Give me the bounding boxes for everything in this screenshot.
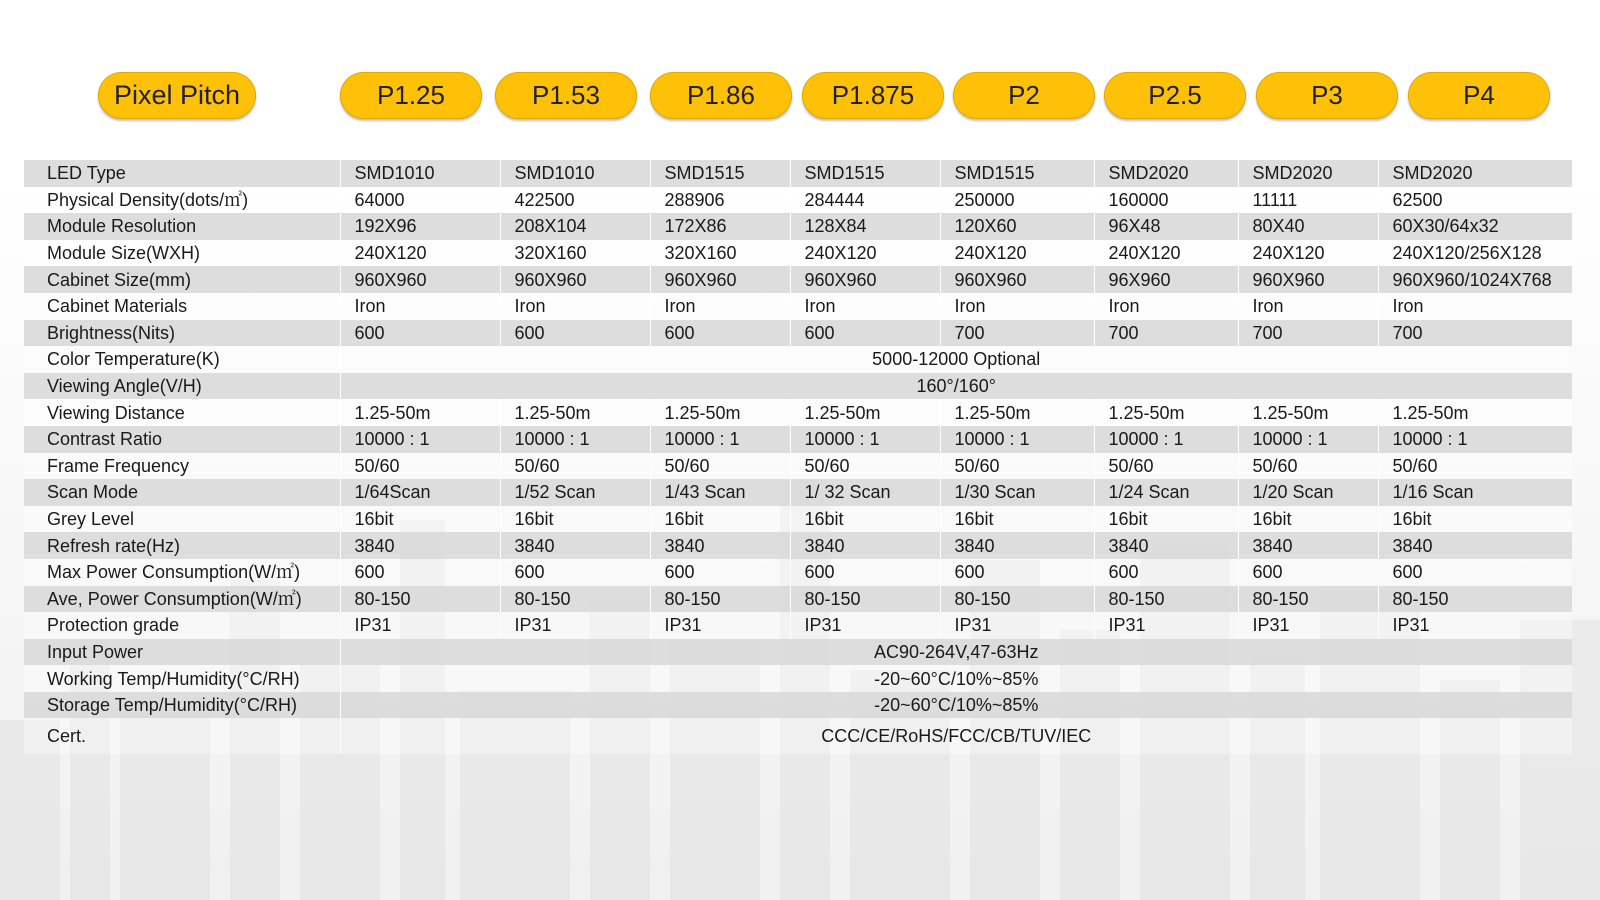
spec-cell: 1/20 Scan [1238,479,1378,506]
spec-cell: 60X30/64x32 [1378,213,1572,240]
spec-cell: 16bit [1094,506,1238,533]
spec-cell: 960X960 [500,266,650,293]
spec-cell: 600 [940,559,1094,586]
spec-cell: 1/43 Scan [650,479,790,506]
spec-cell: 422500 [500,187,650,214]
spec-cell: 600 [650,320,790,347]
spec-cell: 16bit [340,506,500,533]
spec-row [24,665,1572,692]
spec-cell: 960X960 [790,266,940,293]
spec-cell: 3840 [1238,532,1378,559]
spec-row [24,453,1572,480]
model-pill-p1-86[interactable]: P1.86 [650,72,792,119]
spec-cell: 240X120 [1238,240,1378,267]
spec-cell: 10000 : 1 [1378,426,1572,453]
spec-cell: 1.25-50m [1238,399,1378,426]
spec-cell: 50/60 [940,453,1094,480]
spec-row [24,639,1572,666]
spec-cell: Iron [790,293,940,320]
spec-cell: IP31 [790,612,940,639]
spec-cell: 320X160 [500,240,650,267]
spec-cell: 128X84 [790,213,940,240]
model-pill-p1-875[interactable]: P1.875 [802,72,944,119]
spec-row [24,612,1572,639]
spec-cell: 96X48 [1094,213,1238,240]
spec-cell: 240X120 [940,240,1094,267]
spec-cell: Iron [340,293,500,320]
spec-cell: 288906 [650,187,790,214]
spec-param-label: Viewing Angle(V/H) [24,373,340,400]
spec-cell: 700 [940,320,1094,347]
spec-cell: 1/24 Scan [1094,479,1238,506]
spec-cell: 10000 : 1 [940,426,1094,453]
spec-cell: 240X120 [340,240,500,267]
spec-cell: 600 [650,559,790,586]
spec-cell: 1.25-50m [340,399,500,426]
spec-cell: 50/60 [340,453,500,480]
spec-row [24,586,1572,613]
model-pill-p3[interactable]: P3 [1256,72,1398,119]
spec-cell: 96X960 [1094,266,1238,293]
spec-cell: 1.25-50m [940,399,1094,426]
spec-cell: 960X960/1024X768 [1378,266,1572,293]
spec-cell: 16bit [790,506,940,533]
spec-cell: 50/60 [650,453,790,480]
spec-cell: IP31 [1238,612,1378,639]
spec-cell: 11111 [1238,187,1378,214]
spec-param-label: Color Temperature(K) [24,346,340,373]
spec-cell: Iron [1238,293,1378,320]
spec-cell: 64000 [340,187,500,214]
spec-cell: IP31 [650,612,790,639]
spec-cell: SMD1010 [340,160,500,187]
spec-cell: 700 [1378,320,1572,347]
spec-cell: IP31 [340,612,500,639]
spec-cell: 10000 : 1 [340,426,500,453]
spec-cell: 192X96 [340,213,500,240]
spec-cell: 600 [500,320,650,347]
spec-cell: 80-150 [1094,586,1238,613]
spec-cell: 3840 [1094,532,1238,559]
spec-cell: 600 [340,320,500,347]
spec-row [24,506,1572,533]
spec-param-label: Module Resolution [24,213,340,240]
spec-cell: 50/60 [1238,453,1378,480]
spec-row [24,240,1572,267]
spec-row [24,718,1572,754]
spec-cell: 1/52 Scan [500,479,650,506]
spec-param-label: Storage Temp/Humidity(°C/RH) [24,692,340,719]
spec-cell: 80-150 [500,586,650,613]
spec-param-label: Cert. [24,718,340,754]
spec-cell: IP31 [940,612,1094,639]
model-pill-p1-53[interactable]: P1.53 [495,72,637,119]
spec-cell: IP31 [1378,612,1572,639]
spec-shared-value: 160°/160° [340,373,1572,400]
spec-param-label: Protection grade [24,612,340,639]
spec-cell: 1.25-50m [790,399,940,426]
spec-cell: SMD1010 [500,160,650,187]
spec-cell: 3840 [1378,532,1572,559]
spec-cell: 600 [500,559,650,586]
spec-cell: 10000 : 1 [500,426,650,453]
spec-cell: 120X60 [940,213,1094,240]
spec-row [24,559,1572,586]
spec-cell: IP31 [500,612,650,639]
spec-cell: 16bit [1378,506,1572,533]
spec-row [24,213,1572,240]
spec-cell: SMD1515 [940,160,1094,187]
spec-row [24,426,1572,453]
spec-cell: 16bit [940,506,1094,533]
spec-row [24,293,1572,320]
spec-cell: 1/64Scan [340,479,500,506]
spec-cell: 3840 [650,532,790,559]
spec-cell: 80-150 [1378,586,1572,613]
spec-cell: Iron [1378,293,1572,320]
spec-shared-value: -20~60°C/10%~85% [340,665,1572,692]
spec-cell: 172X86 [650,213,790,240]
spec-cell: Iron [940,293,1094,320]
spec-param-label: Working Temp/Humidity(°C/RH) [24,665,340,692]
spec-cell: 80-150 [940,586,1094,613]
spec-cell: 16bit [500,506,650,533]
spec-param-label: Ave, Power Consumption(W/㎡) [24,586,340,613]
spec-cell: Iron [500,293,650,320]
spec-cell: SMD1515 [650,160,790,187]
spec-cell: 50/60 [790,453,940,480]
spec-param-label: Max Power Consumption(W/㎡) [24,559,340,586]
spec-cell: 80-150 [790,586,940,613]
spec-table [24,160,1572,754]
spec-param-label: Module Size(WXH) [24,240,340,267]
spec-param-label: Cabinet Size(mm) [24,266,340,293]
spec-row [24,373,1572,400]
spec-cell: 284444 [790,187,940,214]
spec-cell: 1.25-50m [1094,399,1238,426]
model-pill-p1-25[interactable]: P1.25 [340,72,482,119]
spec-shared-value: CCC/CE/RoHS/FCC/CB/TUV/IEC [340,718,1572,754]
spec-cell: 3840 [500,532,650,559]
spec-row [24,320,1572,347]
spec-cell: 80X40 [1238,213,1378,240]
spec-cell: 1.25-50m [650,399,790,426]
spec-cell: 10000 : 1 [650,426,790,453]
pixel-pitch-header [0,0,1600,130]
spec-cell: 10000 : 1 [1238,426,1378,453]
model-pill-p2-5[interactable]: P2.5 [1104,72,1246,119]
spec-param-label: Cabinet Materials [24,293,340,320]
spec-row [24,399,1572,426]
spec-shared-value: 5000-12000 Optional [340,346,1572,373]
pixel-pitch-label: Pixel Pitch [98,72,256,119]
spec-param-label: Refresh rate(Hz) [24,532,340,559]
spec-row [24,187,1572,214]
spec-cell: 1/30 Scan [940,479,1094,506]
spec-param-label: Brightness(Nits) [24,320,340,347]
spec-cell: 80-150 [650,586,790,613]
spec-cell: 3840 [340,532,500,559]
spec-cell: 240X120/256X128 [1378,240,1572,267]
spec-row [24,532,1572,559]
spec-cell: Iron [1094,293,1238,320]
spec-shared-value: -20~60°C/10%~85% [340,692,1572,719]
spec-cell: 50/60 [500,453,650,480]
spec-cell: 960X960 [940,266,1094,293]
spec-cell: 50/60 [1094,453,1238,480]
spec-cell: 80-150 [340,586,500,613]
spec-param-label: Scan Mode [24,479,340,506]
spec-cell: 600 [340,559,500,586]
spec-row [24,479,1572,506]
spec-param-label: Grey Level [24,506,340,533]
spec-cell: 1.25-50m [500,399,650,426]
spec-cell: SMD2020 [1238,160,1378,187]
spec-cell: 700 [1238,320,1378,347]
spec-cell: 960X960 [1238,266,1378,293]
spec-row [24,160,1572,187]
spec-cell: 320X160 [650,240,790,267]
spec-cell: 208X104 [500,213,650,240]
spec-cell: 240X120 [1094,240,1238,267]
spec-cell: SMD2020 [1094,160,1238,187]
spec-row [24,692,1572,719]
spec-param-label: Frame Frequency [24,453,340,480]
spec-cell: 600 [1094,559,1238,586]
spec-cell: 960X960 [340,266,500,293]
spec-param-label: Contrast Ratio [24,426,340,453]
spec-cell: 600 [1378,559,1572,586]
spec-cell: 250000 [940,187,1094,214]
spec-cell: IP31 [1094,612,1238,639]
spec-cell: 16bit [650,506,790,533]
spec-cell: 10000 : 1 [790,426,940,453]
spec-cell: 960X960 [650,266,790,293]
model-pill-p2[interactable]: P2 [953,72,1095,119]
spec-cell: 80-150 [1238,586,1378,613]
spec-cell: 240X120 [790,240,940,267]
model-pill-p4[interactable]: P4 [1408,72,1550,119]
spec-cell: 160000 [1094,187,1238,214]
spec-shared-value: AC90-264V,47-63Hz [340,639,1572,666]
spec-cell: 1/ 32 Scan [790,479,940,506]
spec-row [24,266,1572,293]
spec-cell: 1.25-50m [1378,399,1572,426]
spec-cell: 1/16 Scan [1378,479,1572,506]
spec-cell: 600 [790,320,940,347]
spec-cell: 700 [1094,320,1238,347]
spec-cell: 600 [790,559,940,586]
spec-param-label: LED Type [24,160,340,187]
spec-cell: Iron [650,293,790,320]
spec-cell: 600 [1238,559,1378,586]
spec-cell: 50/60 [1378,453,1572,480]
spec-cell: SMD2020 [1378,160,1572,187]
spec-param-label: Physical Density(dots/㎡) [24,187,340,214]
spec-param-label: Viewing Distance [24,399,340,426]
spec-cell: 10000 : 1 [1094,426,1238,453]
spec-cell: 16bit [1238,506,1378,533]
spec-param-label: Input Power [24,639,340,666]
spec-cell: 3840 [940,532,1094,559]
spec-cell: 62500 [1378,187,1572,214]
spec-cell: 3840 [790,532,940,559]
spec-cell: SMD1515 [790,160,940,187]
spec-row [24,346,1572,373]
